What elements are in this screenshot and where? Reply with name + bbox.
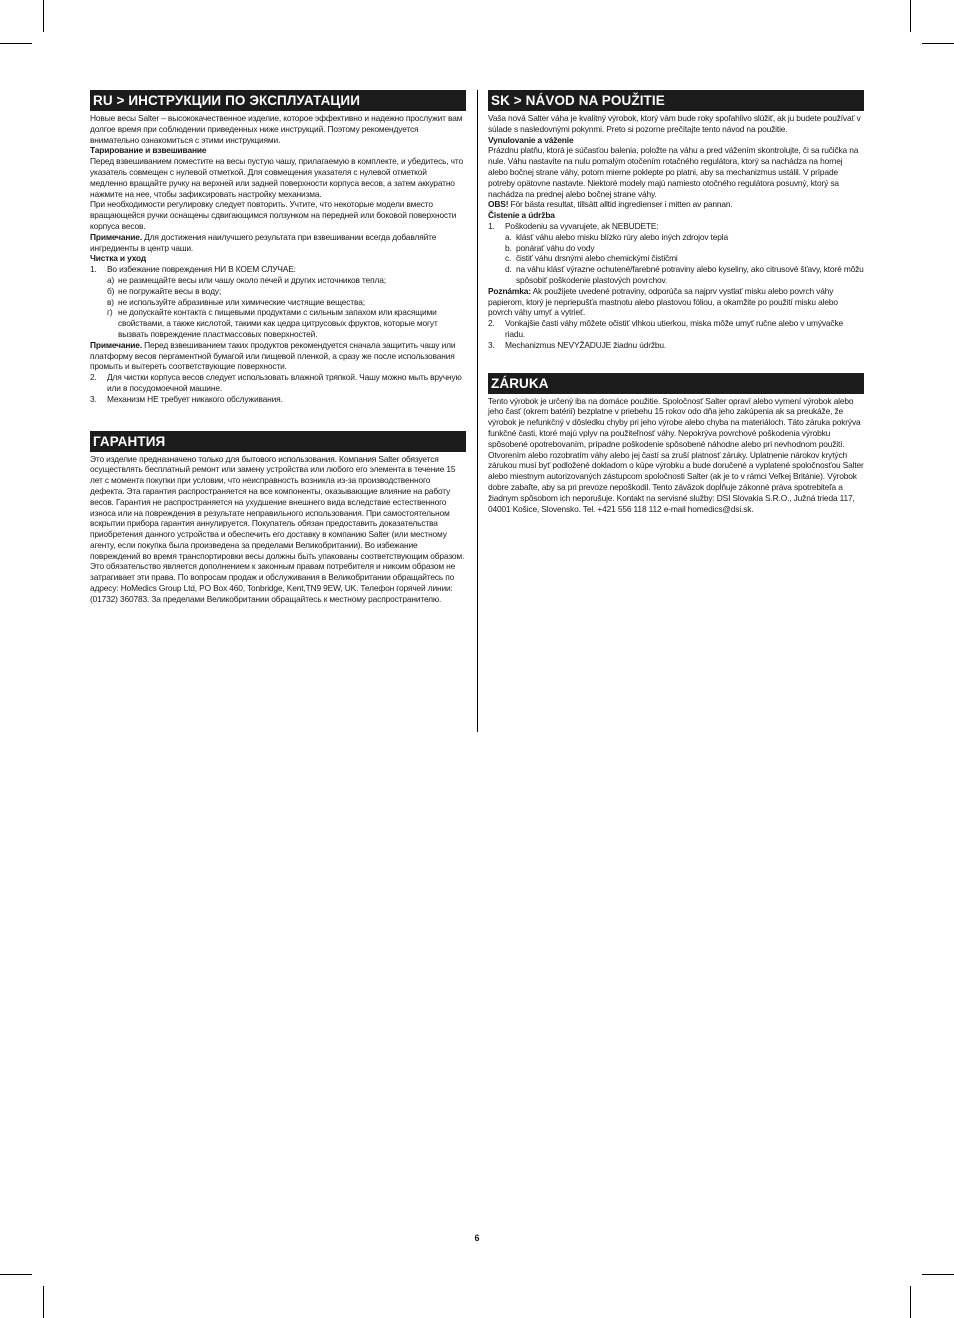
warranty-text: Это изделие предназначено только для бытового использования. Компания Salter обязуется осуществлять бесплатный ремонт или замену устройства или любого его элемента в течение 15 лет с момента покупки при условии, что неисправность возникла из-за производственного дефекта. Эта гарантия распространяется на все компоненты, оказывающие влияние на работу весов. Гарантия не распространяется на ухудшение внешнего вида вследствие естественного износа или на повреждения в результате неправильного использования. При самостоятельном вскрытии прибора гарантия аннулируется. Покупатель обязан предоставить доказательства приобретения данного устройства и обеспечить его доставку в компанию Salter (или местному агенту, если покупка была произведена за пределами Великобритании). Во избежание повреждений во время транспортировки весы должны быть упакованы соответствующим образом. Это обязательство является дополнением к законным правам потребителя и никоим образом не затрагивает эти права. По вопросам продаж и обслуживания в Великобритании обращайтесь по адресу: HoMedics Group Ltd, PO Box 460, Tonbridge, Kent,TN9 9EW, UK. Телефон горячей линии: (01732) 360783. За пределами Великобритании обращайтесь к местному распространителю. <box>90 453 465 604</box>
list-item <box>488 253 864 264</box>
subheading: Vynulovanie a váženie <box>488 134 574 145</box>
ru-warranty-section <box>90 431 466 605</box>
list-item <box>90 275 466 286</box>
crop-mark <box>910 1286 911 1318</box>
list-text: Mechanizmus NEVYŽADUJE žiadnu údržbu. <box>505 339 667 350</box>
list-letter: в) <box>107 296 114 307</box>
list-item <box>488 264 864 286</box>
left-column <box>90 90 466 605</box>
list-number: 1. <box>488 220 495 231</box>
list-item <box>90 286 466 297</box>
list-item <box>488 318 864 340</box>
list-item <box>90 307 466 339</box>
note-label: OBS! <box>488 199 509 210</box>
list-letter: a. <box>505 231 512 242</box>
list-letter: г) <box>107 307 113 318</box>
note-paragraph <box>488 286 864 318</box>
list-text: na váhu klásť výrazne ochutené/farebné potraviny alebo kyseliny, ako citrusové šťavy, ktoré môžu spôsobiť poškodenie plastových povrchov. <box>516 264 864 285</box>
section-heading: ГАРАНТИЯ <box>90 431 466 452</box>
intro-paragraph: Vaša nová Salter váha je kvalitný výrobok, ktorý vám bude roky spoľahlivo slúžiť, ak ju budete používať v súlade s nasledovnými pokynmi. Preto si pozorne prečítajte tento návod na použitie. <box>488 113 861 134</box>
list-item <box>90 372 466 394</box>
list-text: не погружайте весы в воду; <box>118 285 222 296</box>
note-text: Для достижения наилучшего результата при взвешивании всегда добавляйте ингредиенты в центр чаши. <box>90 231 437 253</box>
crop-mark <box>910 0 911 32</box>
care-list <box>90 372 466 404</box>
note-label: Примечание. <box>90 231 142 242</box>
list-number: 3. <box>90 393 97 404</box>
list-number: 1. <box>90 264 97 275</box>
crop-mark <box>922 1274 954 1275</box>
list-number: 3. <box>488 339 495 350</box>
list-letter: b. <box>505 242 512 253</box>
list-letter: d. <box>505 264 512 275</box>
crop-mark <box>43 1286 44 1318</box>
right-column <box>488 90 864 514</box>
note-paragraph <box>90 232 466 254</box>
list-item <box>90 297 466 308</box>
paragraph: При необходимости регулировку следует повторить. Учтите, что некоторые модели вместо вращающейся ручки оснащены сдвигающимся ползунком на передней или боковой поверхности корпуса весов. <box>90 199 457 231</box>
list-item <box>90 394 466 405</box>
care-list <box>488 318 864 350</box>
page-number: 6 <box>474 1233 480 1243</box>
warranty-text: Tento výrobok je určený iba na domáce použitie. Spoločnosť Salter opraví alebo vymení výrobok alebo jeho časť (okrem batérií) bezplatne v priebehu 15 rokov odo dňa jeho zakúpenia ak sa preukáže, že výrobok je nefunkčný v dôsledku chyby pri jeho výrobe alebo chyba na materiáloch. Táto záruka pokrýva funkčné časti, ktoré majú vplyv na použiteľnosť váhy. Nepokrýva povrchové poškodenia výrobku spôsobené opotrebovaním, prípadne poškodenie spôsobené náhodne alebo pri nevhodnom použití. Otvorením alebo rozobratím váhy alebo jej častí sa zruší platnosť záruky. Uplatnenie nárokov krytých zárukou musí byť podložené dokladom o kúpe výrobku a bude doručené a vyplatené spoločnosťou Salter alebo miestnym autorizovaných zástupcom spoločnosti Salter (ak je to v rámci Veľkej Británie). Výrobok dobre zabaľte, aby sa pri prevoze nepoškodil. Tento záväzok dopĺňuje zákonné práva spotrebiteľa a žiadnym spôsobom ich neporušuje. Kontakt na servisné služby: DSI Slovakia S.R.O., Južná trieda 117, 04001 Košice, Slovensko. Tel. +421 556 118 112 e-mail homedics@dsi.sk. <box>488 395 864 514</box>
list-text: Механизм НЕ требует никакого обслуживания. <box>107 393 283 404</box>
list-letter: б) <box>107 285 115 296</box>
list-item <box>90 264 466 275</box>
note-text: Перед взвешиванием таких продуктов рекомендуется сначала защитить чашу или платформу весов пергаментной бумагой или пищевой пленкой, а сразу же после использования промыть и вытереть соответствующие поверхности. <box>90 339 456 372</box>
list-text: Poškodeniu sa vyvarujete, ak NEBUDETE: <box>505 220 659 231</box>
list-item <box>488 340 864 351</box>
list-number: 2. <box>90 372 97 383</box>
subheading: Тарирование и взвешивание <box>90 145 207 156</box>
note-paragraph <box>488 199 864 210</box>
list-item <box>488 232 864 243</box>
list-text: Vonkajšie časti váhy môžete očistiť vlhkou utierkou, miska môže umyť ručne alebo v umývačke riadu. <box>505 318 844 339</box>
care-sublist <box>90 275 466 340</box>
column-divider <box>477 90 478 732</box>
sk-instructions-section <box>488 90 864 351</box>
note-text: För bästa resultat, tillsätt alltid ingredienser i mitten av pannan. <box>508 199 733 210</box>
list-number: 2. <box>488 318 495 329</box>
list-text: Во избежание повреждения НИ В КОЕМ СЛУЧАЕ: <box>107 264 296 275</box>
subheading: Чистка и уход <box>90 253 147 264</box>
intro-paragraph: Новые весы Salter – высококачественное изделие, которое эффективно и надежно прослужит вам долгое время при соблюдении приведенных ниже инструкций. Поэтому рекомендуется внимательно ознакомиться с этими инструкциями. <box>90 113 463 145</box>
list-letter: c. <box>505 253 512 264</box>
crop-mark <box>922 43 954 44</box>
list-text: Для чистки корпуса весов следует использовать влажной тряпкой. Чашу можно мыть вручную или в посудомоечной машине. <box>107 372 462 393</box>
note-text: Ak použijete uvedené potraviny, odporúča sa najprv vystlať misku alebo povrch váhy papierom, ktorý je nepriepušťa mastnotu alebo plastovou fóliou, a okamžite po použití misku alebo povrch váhy umyť a vytrieť. <box>488 285 838 318</box>
list-item <box>488 221 864 232</box>
list-text: не допускайте контакта с пищевыми продуктами с сильным запахом или красящими свойствами, а также кислотой, такими как цедра цитрусовых фруктов, которые могут вызвать повреждение пластмассовых поверхностей. <box>118 307 438 339</box>
list-text: не используйте абразивные или химические чистящие вещества; <box>118 296 365 307</box>
list-text: čistiť váhu drsnými alebo chemickými čističmi <box>516 253 678 264</box>
section-heading: RU > ИНСТРУКЦИИ ПО ЭКСПЛУАТАЦИИ <box>90 90 466 111</box>
subheading: Čistenie a údržba <box>488 210 555 221</box>
list-item <box>488 243 864 254</box>
note-label: Poznámka: <box>488 285 531 296</box>
sk-warranty-section <box>488 373 864 515</box>
paragraph: Prázdnu platňu, ktorá je súčasťou balenia, položte na váhu a pred vážením skontrolujte, či sa ručička na nule. Váhu nastavíte na nulu pomalým otočením rotačného regulátora, ktorý sa nachádza na hornej alebo bočnej strane váhy, potom mierne poklepte po platni, aby sa mechanizmus ustálil. V prípade potreby opätovne nastavte. Niektoré modely majú namiesto otočného regulátora posuvný, ktorý sa nachádza na prednej alebo bočnej strane váhy. <box>488 145 859 199</box>
care-list <box>90 264 466 275</box>
crop-mark <box>0 43 32 44</box>
list-letter: а) <box>107 274 115 285</box>
section-heading: SK > NÁVOD NA POUŽITIE <box>488 90 864 111</box>
list-text: klásť váhu alebo misku blízko rúry alebo iných zdrojov tepla <box>516 231 729 242</box>
crop-mark <box>0 1274 32 1275</box>
crop-mark <box>43 0 44 32</box>
paragraph: Перед взвешиванием поместите на весы пустую чашу, прилагаемую в комплекте, и убедитесь, что указатель совмещен с нулевой отметкой. Для совмещения указателя с нулевой отметкой медленно вращайте ручку на верхней или задней поверхности корпуса весов, а затем аккуратно нажмите на нее, чтобы зафиксировать настройку механизма. <box>90 156 463 199</box>
note-paragraph <box>90 340 466 372</box>
list-text: ponárať váhu do vody <box>516 242 595 253</box>
care-sublist <box>488 232 864 286</box>
ru-instructions-section <box>90 90 466 405</box>
section-heading: ZÁRUKA <box>488 373 864 394</box>
list-text: не размещайте весы или чашу около печей и других источников тепла; <box>118 274 386 285</box>
note-label: Примечание. <box>90 339 142 350</box>
care-list <box>488 221 864 232</box>
